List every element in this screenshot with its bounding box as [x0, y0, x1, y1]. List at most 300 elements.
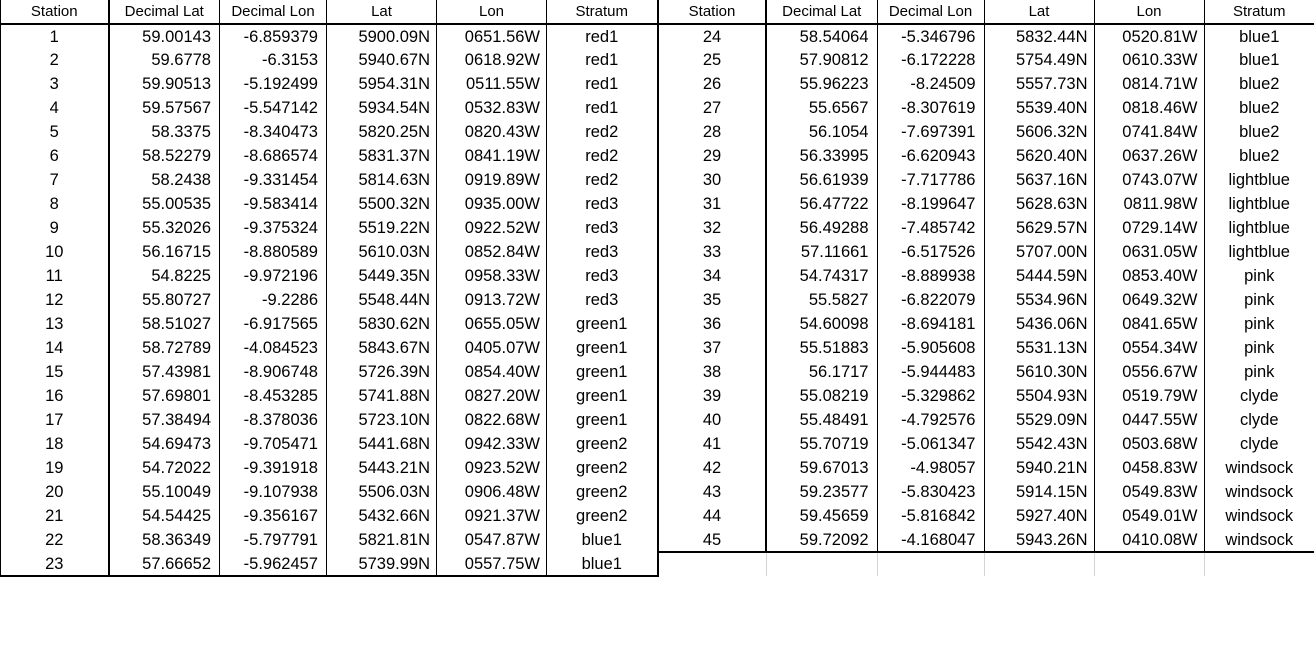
decimal-lon-cell[interactable]: -8.378036 — [220, 408, 327, 432]
decimal-lon-cell[interactable]: -8.340473 — [220, 120, 327, 144]
stratum-cell[interactable]: lightblue — [1204, 240, 1314, 264]
lat-cell[interactable]: 5519.22N — [358, 219, 430, 237]
table-row — [1, 120, 658, 144]
decimal-lon-cell[interactable]: -5.329862 — [877, 384, 984, 408]
stratum-cell[interactable]: green1 — [547, 360, 658, 384]
col-header-stratum[interactable]: Stratum — [547, 0, 658, 24]
decimal-lat-cell[interactable]: 58.36349 — [142, 531, 211, 549]
lat-cell[interactable]: 5940.67N — [358, 51, 430, 69]
stratum-cell[interactable]: red3 — [547, 216, 658, 240]
lat-cell[interactable]: 5831.37N — [358, 147, 430, 165]
stratum-cell[interactable]: red1 — [547, 48, 658, 72]
empty-cell[interactable] — [766, 552, 877, 576]
lon-cell[interactable]: 0820.43W — [437, 120, 547, 144]
station-cell[interactable]: 45 — [658, 528, 766, 552]
decimal-lat-cell[interactable]: 54.74317 — [799, 267, 869, 285]
lon-cell[interactable]: 0841.19W — [437, 144, 547, 168]
stratum-cell[interactable]: blue2 — [1204, 144, 1314, 168]
lat-cell[interactable]: 5628.63N — [1015, 195, 1088, 213]
station-cell[interactable]: 39 — [658, 384, 766, 408]
table-row — [1, 168, 658, 192]
col-header-lon[interactable]: Lon — [437, 0, 547, 24]
lat-cell[interactable]: 5739.99N — [327, 552, 437, 576]
station-cell[interactable]: 31 — [658, 192, 766, 216]
station-cell[interactable]: 32 — [658, 216, 766, 240]
station-cell[interactable]: 23 — [1, 552, 109, 576]
station-cell[interactable]: 7 — [1, 168, 109, 192]
decimal-lat-cell[interactable]: 58.54064 — [799, 27, 869, 46]
stratum-cell[interactable]: red1 — [547, 24, 658, 48]
decimal-lat-cell[interactable]: 59.67013 — [799, 459, 869, 477]
stratum-cell[interactable]: blue2 — [1204, 72, 1314, 96]
station-cell[interactable]: 4 — [1, 96, 109, 120]
station-cell[interactable]: 21 — [1, 504, 109, 528]
decimal-lat-cell[interactable]: 59.57567 — [142, 99, 211, 117]
decimal-lon-cell[interactable]: -9.331454 — [220, 168, 327, 192]
lon-cell[interactable]: 0923.52W — [437, 456, 547, 480]
decimal-lon-cell[interactable]: -9.583414 — [220, 192, 327, 216]
decimal-lat-cell[interactable]: 57.11661 — [800, 243, 869, 261]
lat-cell[interactable]: 5443.21N — [358, 459, 430, 477]
station-cell[interactable]: 42 — [658, 456, 766, 480]
lon-cell[interactable]: 0921.37W — [437, 504, 547, 528]
station-cell[interactable]: 11 — [1, 264, 109, 288]
decimal-lat-cell[interactable]: 58.51027 — [142, 315, 211, 333]
lat-cell[interactable]: 5529.09N — [1015, 411, 1088, 429]
col-header-decimal-lon[interactable]: Decimal Lon — [220, 0, 327, 24]
lat-cell[interactable]: 5548.44N — [358, 291, 430, 309]
lon-cell[interactable]: 0906.48W — [437, 480, 547, 504]
lat-cell[interactable]: 5726.39N — [358, 363, 430, 381]
station-cell[interactable]: 37 — [658, 336, 766, 360]
lon-cell[interactable]: 0410.08W — [1094, 528, 1204, 552]
decimal-lon-cell[interactable]: -7.485742 — [877, 216, 984, 240]
decimal-lon-cell[interactable]: -6.620943 — [877, 144, 984, 168]
decimal-lat-cell[interactable]: 57.66652 — [109, 552, 220, 576]
header-row — [1, 0, 658, 24]
decimal-lon-cell[interactable]: -9.972196 — [220, 264, 327, 288]
station-cell[interactable]: 41 — [658, 432, 766, 456]
station-cell[interactable]: 12 — [1, 288, 109, 312]
lat-cell[interactable]: 5506.03N — [358, 483, 430, 501]
decimal-lon-cell[interactable]: -5.830423 — [877, 480, 984, 504]
station-cell[interactable]: 26 — [658, 72, 766, 96]
decimal-lat-cell[interactable]: 55.80727 — [142, 291, 211, 309]
stratum-cell[interactable]: windsock — [1204, 528, 1314, 552]
lon-cell[interactable]: 0549.83W — [1094, 480, 1204, 504]
empty-cell[interactable] — [984, 552, 1094, 576]
stratum-cell[interactable]: red1 — [547, 72, 658, 96]
lon-cell[interactable]: 0637.26W — [1094, 144, 1204, 168]
decimal-lon-cell[interactable]: -9.2286 — [220, 288, 327, 312]
decimal-lat-cell[interactable]: 59.90513 — [142, 75, 211, 93]
lon-cell[interactable]: 0655.05W — [437, 312, 547, 336]
decimal-lat-cell[interactable]: 57.90812 — [799, 51, 869, 69]
col-header-station[interactable]: Station — [1, 0, 109, 24]
decimal-lon-cell[interactable]: -8.199647 — [877, 192, 984, 216]
lat-cell[interactable]: 5900.09N — [358, 27, 430, 46]
decimal-lat-cell[interactable]: 59.72092 — [766, 528, 877, 552]
stratum-cell[interactable]: red3 — [547, 192, 658, 216]
table-row — [658, 144, 1314, 168]
stratum-cell[interactable]: windsock — [1204, 456, 1314, 480]
table-row — [658, 528, 1314, 552]
decimal-lat-cell[interactable]: 55.10049 — [142, 483, 211, 501]
lon-cell[interactable]: 0922.52W — [437, 216, 547, 240]
table-row — [1, 240, 658, 264]
station-cell[interactable]: 38 — [658, 360, 766, 384]
stratum-cell[interactable]: red3 — [547, 264, 658, 288]
decimal-lat-cell[interactable]: 55.6567 — [808, 99, 869, 117]
stratum-cell[interactable]: lightblue — [1204, 168, 1314, 192]
lat-cell[interactable]: 5954.31N — [358, 75, 430, 93]
decimal-lat-cell[interactable]: 56.47722 — [799, 195, 869, 213]
lon-cell[interactable]: 0519.79W — [1094, 384, 1204, 408]
lon-cell[interactable]: 0811.98W — [1094, 192, 1204, 216]
lat-cell[interactable]: 5542.43N — [1015, 435, 1088, 453]
station-cell[interactable]: 6 — [1, 144, 109, 168]
decimal-lon-cell[interactable]: -8.880589 — [220, 240, 327, 264]
decimal-lat-cell[interactable]: 56.1717 — [808, 363, 869, 381]
lat-cell[interactable]: 5754.49N — [1015, 51, 1088, 69]
decimal-lat-cell[interactable]: 54.60098 — [799, 315, 869, 333]
decimal-lat-cell[interactable]: 54.72022 — [142, 459, 211, 477]
lat-cell[interactable]: 5436.06N — [1015, 315, 1088, 333]
station-cell[interactable]: 36 — [658, 312, 766, 336]
lon-cell[interactable]: 0631.05W — [1094, 240, 1204, 264]
lat-cell[interactable]: 5449.35N — [358, 267, 430, 285]
station-cell[interactable]: 5 — [1, 120, 109, 144]
decimal-lat-cell[interactable]: 57.69801 — [142, 387, 211, 405]
station-cell[interactable]: 33 — [658, 240, 766, 264]
lon-cell[interactable]: 0841.65W — [1094, 312, 1204, 336]
lon-cell[interactable]: 0852.84W — [437, 240, 547, 264]
lat-cell[interactable]: 5637.16N — [1015, 171, 1088, 189]
station-cell[interactable]: 20 — [1, 480, 109, 504]
stratum-cell[interactable]: clyde — [1204, 384, 1314, 408]
decimal-lon-cell[interactable]: -5.816842 — [877, 504, 984, 528]
decimal-lon-cell[interactable]: -9.375324 — [220, 216, 327, 240]
decimal-lat-cell[interactable]: 56.49288 — [799, 219, 869, 237]
col-header-lat[interactable]: Lat — [327, 0, 437, 24]
stratum-cell[interactable]: pink — [1204, 312, 1314, 336]
decimal-lon-cell[interactable]: -6.172228 — [877, 48, 984, 72]
station-cell[interactable]: 2 — [1, 48, 109, 72]
decimal-lon-cell[interactable]: -6.3153 — [220, 48, 327, 72]
lat-cell[interactable]: 5531.13N — [1015, 339, 1088, 357]
lat-cell[interactable]: 5830.62N — [358, 315, 430, 333]
col-header-station[interactable]: Station — [658, 0, 766, 24]
decimal-lat-cell[interactable]: 56.33995 — [799, 147, 869, 165]
station-cell[interactable]: 15 — [1, 360, 109, 384]
station-cell[interactable]: 35 — [658, 288, 766, 312]
lon-cell[interactable]: 0649.32W — [1094, 288, 1204, 312]
empty-cell[interactable] — [1094, 552, 1204, 576]
lat-cell[interactable]: 5606.32N — [1015, 123, 1088, 141]
lon-cell[interactable]: 0651.56W — [437, 24, 547, 48]
lon-cell[interactable]: 0556.67W — [1094, 360, 1204, 384]
station-cell[interactable]: 27 — [658, 96, 766, 120]
stratum-cell[interactable]: red2 — [547, 168, 658, 192]
lon-cell[interactable]: 0822.68W — [437, 408, 547, 432]
decimal-lon-cell[interactable]: -5.797791 — [220, 528, 327, 552]
stratum-cell[interactable]: blue1 — [1204, 48, 1314, 72]
decimal-lat-cell[interactable]: 59.6778 — [151, 51, 211, 69]
stratum-cell[interactable]: blue1 — [547, 552, 658, 576]
lon-cell[interactable]: 0958.33W — [437, 264, 547, 288]
decimal-lat-cell[interactable]: 58.3375 — [151, 123, 211, 141]
stratum-cell[interactable]: red3 — [547, 288, 658, 312]
col-header-decimal-lon[interactable]: Decimal Lon — [877, 0, 984, 24]
decimal-lat-cell[interactable]: 54.69473 — [142, 435, 211, 453]
lon-cell[interactable]: 0854.40W — [437, 360, 547, 384]
lon-cell[interactable]: 0532.83W — [437, 96, 547, 120]
col-header-decimal-lat[interactable]: Decimal Lat — [109, 0, 220, 24]
decimal-lat-cell[interactable]: 55.08219 — [799, 387, 869, 405]
col-header-stratum[interactable]: Stratum — [1204, 0, 1314, 24]
decimal-lon-cell[interactable]: -5.905608 — [877, 336, 984, 360]
decimal-lat-cell[interactable]: 59.45659 — [799, 507, 869, 525]
station-cell[interactable]: 13 — [1, 312, 109, 336]
lon-cell[interactable]: 0458.83W — [1094, 456, 1204, 480]
decimal-lon-cell[interactable]: -8.453285 — [220, 384, 327, 408]
decimal-lon-cell[interactable]: -6.822079 — [877, 288, 984, 312]
station-cell[interactable]: 16 — [1, 384, 109, 408]
lon-cell[interactable]: 0827.20W — [437, 384, 547, 408]
lon-cell[interactable]: 0814.71W — [1094, 72, 1204, 96]
decimal-lon-cell[interactable]: -4.792576 — [877, 408, 984, 432]
table-row — [1, 96, 658, 120]
station-cell[interactable]: 29 — [658, 144, 766, 168]
decimal-lon-cell[interactable]: -4.084523 — [220, 336, 327, 360]
table-row — [1, 48, 658, 72]
station-cell[interactable]: 40 — [658, 408, 766, 432]
decimal-lat-cell[interactable]: 57.38494 — [142, 411, 211, 429]
stratum-cell[interactable]: green1 — [547, 384, 658, 408]
lon-cell[interactable]: 0503.68W — [1094, 432, 1204, 456]
stratum-cell[interactable]: blue1 — [547, 528, 658, 552]
lon-cell[interactable]: 0610.33W — [1094, 48, 1204, 72]
stratum-cell[interactable]: green1 — [547, 312, 658, 336]
decimal-lat-cell[interactable]: 58.2438 — [151, 171, 211, 189]
stratum-cell[interactable]: pink — [1204, 288, 1314, 312]
station-cell[interactable]: 28 — [658, 120, 766, 144]
decimal-lon-cell[interactable]: -9.705471 — [220, 432, 327, 456]
col-header-lon[interactable]: Lon — [1094, 0, 1204, 24]
station-cell[interactable]: 3 — [1, 72, 109, 96]
decimal-lon-cell[interactable]: -9.356167 — [220, 504, 327, 528]
decimal-lat-cell[interactable]: 55.5827 — [808, 291, 869, 309]
stratum-cell[interactable]: clyde — [1204, 432, 1314, 456]
lat-cell[interactable]: 5934.54N — [358, 99, 430, 117]
lon-cell[interactable]: 0511.55W — [437, 72, 547, 96]
station-cell[interactable]: 25 — [658, 48, 766, 72]
lon-cell[interactable]: 0554.34W — [1094, 336, 1204, 360]
lon-cell[interactable]: 0549.01W — [1094, 504, 1204, 528]
stratum-cell[interactable]: green2 — [547, 504, 658, 528]
stratum-cell[interactable]: green1 — [547, 408, 658, 432]
decimal-lon-cell[interactable]: -5.192499 — [220, 72, 327, 96]
lat-cell[interactable]: 5707.00N — [1015, 243, 1088, 261]
stratum-cell[interactable]: green2 — [547, 456, 658, 480]
lat-cell[interactable]: 5832.44N — [1015, 27, 1088, 46]
decimal-lat-cell[interactable]: 54.54425 — [142, 507, 211, 525]
decimal-lat-cell[interactable]: 57.43981 — [142, 363, 211, 381]
lat-cell[interactable]: 5723.10N — [358, 411, 430, 429]
decimal-lat-cell[interactable]: 58.72789 — [142, 339, 211, 357]
decimal-lon-cell[interactable]: -8.686574 — [220, 144, 327, 168]
decimal-lon-cell[interactable]: -5.547142 — [220, 96, 327, 120]
empty-cell[interactable] — [877, 552, 984, 576]
lat-cell[interactable]: 5940.21N — [1015, 459, 1088, 477]
lat-cell[interactable]: 5444.59N — [1015, 267, 1088, 285]
stratum-cell[interactable]: pink — [1204, 336, 1314, 360]
station-cell[interactable]: 10 — [1, 240, 109, 264]
station-cell[interactable]: 30 — [658, 168, 766, 192]
decimal-lon-cell[interactable]: -8.906748 — [220, 360, 327, 384]
decimal-lat-cell[interactable]: 56.1054 — [808, 123, 869, 141]
decimal-lon-cell[interactable]: -4.168047 — [877, 528, 984, 552]
station-cell[interactable]: 44 — [658, 504, 766, 528]
empty-cell[interactable] — [658, 552, 766, 576]
lat-cell[interactable]: 5927.40N — [1015, 507, 1088, 525]
decimal-lon-cell[interactable]: -9.391918 — [220, 456, 327, 480]
decimal-lon-cell[interactable]: -4.98057 — [877, 456, 984, 480]
lat-cell[interactable]: 5741.88N — [358, 387, 430, 405]
lon-cell[interactable]: 0913.72W — [437, 288, 547, 312]
lon-cell[interactable]: 0547.87W — [437, 528, 547, 552]
decimal-lat-cell[interactable]: 55.51883 — [799, 339, 869, 357]
lon-cell[interactable]: 0557.75W — [437, 552, 547, 576]
decimal-lon-cell[interactable]: -6.859379 — [220, 24, 327, 48]
stratum-cell[interactable]: green2 — [547, 432, 658, 456]
table-row — [1, 192, 658, 216]
decimal-lon-cell[interactable]: -6.917565 — [220, 312, 327, 336]
stratum-cell[interactable]: blue2 — [1204, 96, 1314, 120]
lat-cell[interactable]: 5620.40N — [1015, 147, 1088, 165]
stratum-cell[interactable]: blue1 — [1204, 24, 1314, 48]
table-row — [658, 240, 1314, 264]
decimal-lon-cell[interactable]: -6.517526 — [877, 240, 984, 264]
lat-cell[interactable]: 5504.93N — [1015, 387, 1088, 405]
decimal-lat-cell[interactable]: 54.8225 — [151, 267, 211, 285]
decimal-lon-cell[interactable]: -5.944483 — [877, 360, 984, 384]
lat-cell[interactable]: 5914.15N — [1015, 483, 1088, 501]
lat-cell[interactable]: 5432.66N — [358, 507, 430, 525]
col-header-lat[interactable]: Lat — [984, 0, 1094, 24]
decimal-lon-cell[interactable]: -5.061347 — [877, 432, 984, 456]
lat-cell[interactable]: 5629.57N — [1015, 219, 1088, 237]
decimal-lon-cell[interactable]: -8.307619 — [877, 96, 984, 120]
lon-cell[interactable]: 0520.81W — [1094, 24, 1204, 48]
lat-cell[interactable]: 5821.81N — [358, 531, 430, 549]
station-cell[interactable]: 43 — [658, 480, 766, 504]
stratum-cell[interactable]: red2 — [547, 120, 658, 144]
lat-cell[interactable]: 5500.32N — [358, 195, 430, 213]
lat-cell[interactable]: 5843.67N — [358, 339, 430, 357]
decimal-lat-cell[interactable]: 55.96223 — [799, 75, 869, 93]
lat-cell[interactable]: 5557.73N — [1015, 75, 1088, 93]
lat-cell[interactable]: 5539.40N — [1015, 99, 1088, 117]
table-body — [658, 24, 1314, 576]
lat-cell[interactable]: 5441.68N — [358, 435, 430, 453]
decimal-lon-cell[interactable]: -8.889938 — [877, 264, 984, 288]
empty-cell[interactable] — [1204, 552, 1314, 576]
decimal-lat-cell[interactable]: 56.16715 — [142, 243, 211, 261]
decimal-lat-cell[interactable]: 55.70719 — [799, 435, 869, 453]
decimal-lon-cell[interactable]: -5.346796 — [877, 24, 984, 48]
table-row — [658, 336, 1314, 360]
lat-cell[interactable]: 5814.63N — [358, 171, 430, 189]
lon-cell[interactable]: 0618.92W — [437, 48, 547, 72]
lon-cell[interactable]: 0741.84W — [1094, 120, 1204, 144]
stratum-cell[interactable]: red2 — [547, 144, 658, 168]
lon-cell[interactable]: 0729.14W — [1094, 216, 1204, 240]
stratum-cell[interactable]: green2 — [547, 480, 658, 504]
lat-cell[interactable]: 5820.25N — [358, 123, 430, 141]
decimal-lon-cell[interactable]: -8.24509 — [877, 72, 984, 96]
station-cell[interactable]: 14 — [1, 336, 109, 360]
lon-cell[interactable]: 0935.00W — [437, 192, 547, 216]
station-cell[interactable]: 24 — [658, 24, 766, 48]
lat-cell[interactable]: 5610.03N — [358, 243, 430, 261]
lon-cell[interactable]: 0919.89W — [437, 168, 547, 192]
decimal-lat-cell[interactable]: 59.00143 — [142, 27, 211, 46]
decimal-lon-cell[interactable]: -8.694181 — [877, 312, 984, 336]
stratum-cell[interactable]: red3 — [547, 240, 658, 264]
decimal-lon-cell[interactable]: -5.962457 — [220, 552, 327, 576]
decimal-lat-cell[interactable]: 55.48491 — [799, 411, 869, 429]
decimal-lat-cell[interactable]: 59.23577 — [799, 483, 869, 501]
station-cell[interactable]: 1 — [1, 24, 109, 48]
decimal-lat-cell[interactable]: 58.52279 — [142, 147, 211, 165]
stratum-cell[interactable]: pink — [1204, 360, 1314, 384]
stratum-cell[interactable]: blue2 — [1204, 120, 1314, 144]
lon-cell[interactable]: 0743.07W — [1094, 168, 1204, 192]
lon-cell[interactable]: 0447.55W — [1094, 408, 1204, 432]
station-cell[interactable]: 19 — [1, 456, 109, 480]
lat-cell[interactable]: 5534.96N — [1015, 291, 1088, 309]
station-cell[interactable]: 34 — [658, 264, 766, 288]
station-cell[interactable]: 18 — [1, 432, 109, 456]
stratum-cell[interactable]: windsock — [1204, 504, 1314, 528]
stratum-cell[interactable]: red1 — [547, 96, 658, 120]
stratum-cell[interactable]: pink — [1204, 264, 1314, 288]
decimal-lon-cell[interactable]: -7.697391 — [877, 120, 984, 144]
decimal-lat-cell[interactable]: 55.32026 — [142, 219, 211, 237]
station-cell[interactable]: 22 — [1, 528, 109, 552]
decimal-lat-cell[interactable]: 56.61939 — [799, 171, 869, 189]
col-header-decimal-lat[interactable]: Decimal Lat — [766, 0, 877, 24]
decimal-lon-cell[interactable]: -9.107938 — [220, 480, 327, 504]
lon-cell[interactable]: 0853.40W — [1094, 264, 1204, 288]
lon-cell[interactable]: 0818.46W — [1094, 96, 1204, 120]
lat-cell[interactable]: 5610.30N — [1015, 363, 1088, 381]
lon-cell[interactable]: 0405.07W — [437, 336, 547, 360]
lat-cell[interactable]: 5943.26N — [984, 528, 1094, 552]
stratum-cell[interactable]: lightblue — [1204, 216, 1314, 240]
station-cell[interactable]: 9 — [1, 216, 109, 240]
stratum-cell[interactable]: green1 — [547, 336, 658, 360]
stratum-cell[interactable]: windsock — [1204, 480, 1314, 504]
station-cell[interactable]: 8 — [1, 192, 109, 216]
station-cell[interactable]: 17 — [1, 408, 109, 432]
decimal-lon-cell[interactable]: -7.717786 — [877, 168, 984, 192]
decimal-lat-cell[interactable]: 55.00535 — [142, 195, 211, 213]
stratum-cell[interactable]: lightblue — [1204, 192, 1314, 216]
stratum-cell[interactable]: clyde — [1204, 408, 1314, 432]
lon-cell[interactable]: 0942.33W — [437, 432, 547, 456]
